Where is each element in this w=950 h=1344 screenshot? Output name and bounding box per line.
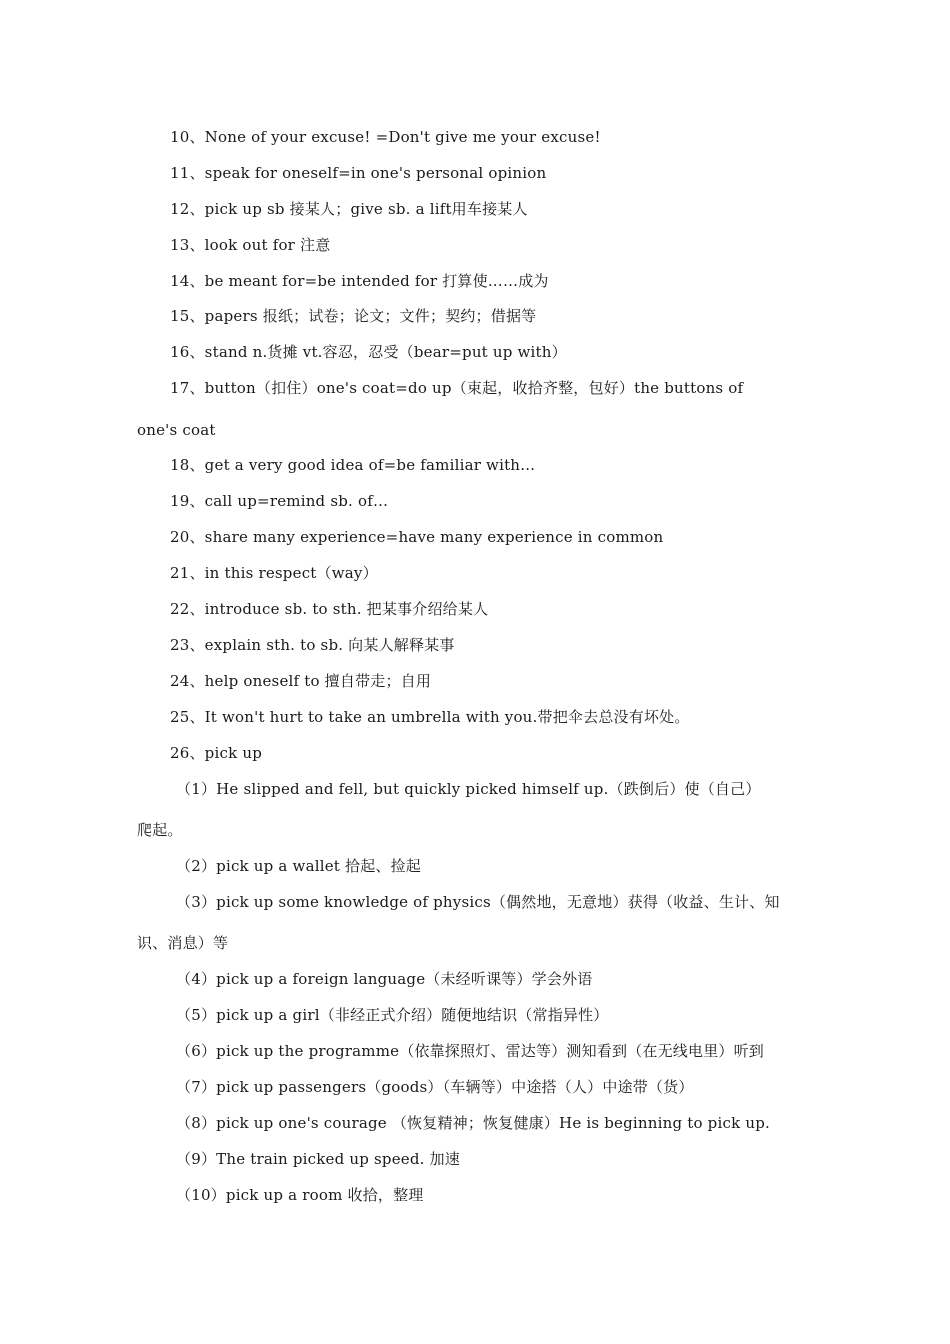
entry-17-continued: one's coat (137, 421, 216, 439)
sub-entry-3: （3）pick up some knowledge of physics（偶然地，无意地）获得（收益、生计、知 (176, 893, 780, 911)
sub-entry-6: （6）pick up the programme（依靠探照灯、雷达等）测知看到（在无线电里）听到 (176, 1042, 765, 1060)
entry-14: 14、be meant for=be intended for 打算使……成为 (170, 272, 549, 290)
entry-11: 11、speak for oneself=in one's personal opinion (170, 164, 547, 182)
sub-entry-4: （4）pick up a foreign language（未经听课等）学会外语 (176, 970, 593, 988)
sub-entry-7: （7）pick up passengers（goods）（车辆等）中途搭（人）中途带（货） (176, 1078, 694, 1096)
entry-21: 21、in this respect（way） (170, 564, 378, 582)
sub-entry-3-continued: 识、消息）等 (137, 934, 229, 952)
sub-entry-1: （1）He slipped and fell, but quickly picked himself up.（跌倒后）使（自己） (176, 780, 761, 798)
entry-23: 23、explain sth. to sb. 向某人解释某事 (170, 636, 455, 654)
entry-25: 25、It won't hurt to take an umbrella with you.带把伞去总没有坏处。 (170, 708, 690, 726)
entry-16: 16、stand n.货摊 vt.容忍，忍受（bear=put up with） (170, 343, 567, 361)
entry-19: 19、call up=remind sb. of… (170, 492, 389, 510)
sub-entry-9: （9）The train picked up speed. 加速 (176, 1150, 460, 1168)
entry-22: 22、introduce sb. to sth. 把某事介绍给某人 (170, 600, 489, 618)
sub-entry-10: （10）pick up a room 收拾，整理 (176, 1186, 424, 1204)
sub-entry-5: （5）pick up a girl（非经正式介绍）随便地结识（常指异性） (176, 1006, 609, 1024)
entry-26: 26、pick up (170, 744, 263, 762)
sub-entry-8: （8）pick up one's courage （恢复精神；恢复健康）He is beginning to pick up. (176, 1114, 770, 1132)
entry-10: 10、None of your excuse! =Don't give me your excuse! (170, 128, 601, 146)
sub-entry-2: （2）pick up a wallet 拾起、捡起 (176, 857, 421, 875)
sub-entry-1-continued: 爬起。 (137, 821, 183, 839)
entry-13: 13、look out for 注意 (170, 236, 331, 254)
entry-15: 15、papers 报纸；试卷；论文；文件；契约；借据等 (170, 307, 537, 325)
entry-17: 17、button（扣住）one's coat=do up（束起，收拾齐整，包好）the buttons of (170, 379, 744, 397)
entry-18: 18、get a very good idea of=be familiar with… (170, 456, 536, 474)
entry-24: 24、help oneself to 擅自带走；自用 (170, 672, 432, 690)
entry-12: 12、pick up sb 接某人；give sb. a lift用车接某人 (170, 200, 528, 218)
entry-20: 20、share many experience=have many experience in common (170, 528, 664, 546)
